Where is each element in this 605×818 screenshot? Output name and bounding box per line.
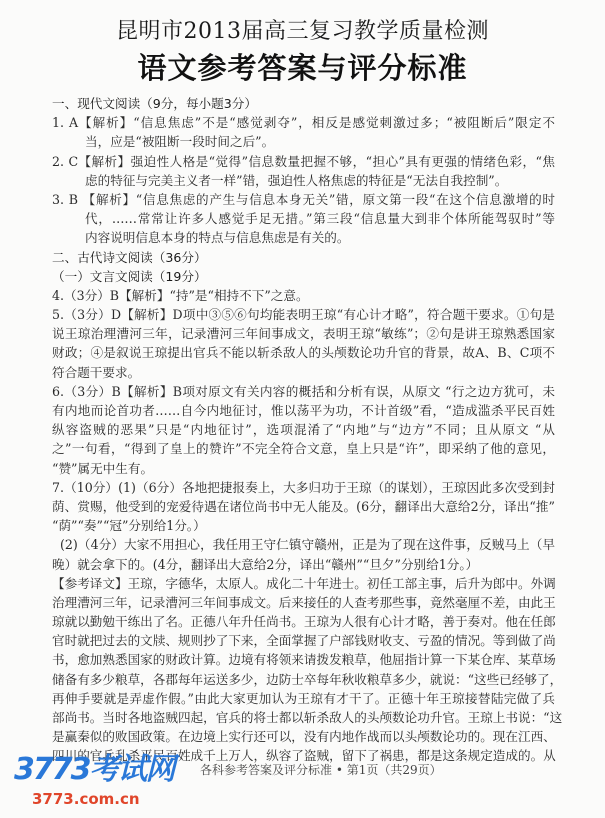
text-line: 【参考译文】王琼，字德华，太原人。成化二十年进士。初任工部主事，后升为郎中。外调	[52, 575, 556, 591]
section-heading: 二、古代诗文阅读（36分）	[52, 249, 207, 265]
text-line: 再伸手要就是弄虚作假。”由此大家更加认为王琼有才干了。正德十年王琼接替陆完做了兵	[52, 690, 555, 706]
text-line: 3. B 【解析】“信息焦虑的产生与信息本身无关”错，原文第一段“在这个信息激增的时	[52, 191, 555, 207]
text-line: 纵容盗贼的恶果”只是“内地征讨”，选项混淆了“内地”与“边方”不同；且从原文 “从	[52, 422, 555, 438]
text-line: 晚）就会拿下的。(4分，翻译出大意给2分，译出“赣州”“旦夕”分别给1分。）	[52, 556, 479, 572]
text-line: 之”一句看，“得到了皇上的赞许”不完全符合文意，皇上只是“许”，即采纳了他的意见，	[52, 441, 555, 457]
text-line: “荫”“奏”“冠”分别给1分。）	[52, 518, 206, 534]
text-line: 有内地而论首功者……自今内地征讨，惟以荡平为功，不计首级”看，“造成滥杀平民百姓	[52, 403, 555, 418]
text-line: 虑的特征与完美主义者一样”错，强迫性人格焦虑的特征是“无法自我控制”。	[85, 172, 508, 188]
answer-body	[52, 94, 563, 766]
text-line: “赞”属无中生有。	[52, 460, 154, 476]
text-line: 说王琼治理漕河三年，记录漕河三年间事成文，表明王琼“敏练”；②句是讲王琼熟悉国家	[52, 326, 555, 342]
text-line: 符合题干要求。	[52, 364, 141, 380]
text-line: 是赢秦似的败国政策。在边境上实行还可以，没有内地作战而以头颅数论功的。现在江西、	[52, 729, 556, 745]
text-line: 储备有多少粮草，各郡每年运送多少，边防士卒每年秋收粮草多少，就说：“这些已经够了，	[52, 671, 563, 687]
text-line: (2)（4分）大家不用担心，我任用王守仁镇守赣州，正是为了现在这件事，反贼马上（早	[60, 537, 555, 553]
watermark-url: 3773.com.cn	[32, 790, 140, 808]
document-subtitle: 语文参考答案与评分标准	[137, 51, 468, 85]
document-title: 昆明市2013届高三复习教学质量检测	[116, 19, 489, 44]
section-heading: （一）文言文阅读（19分）	[52, 268, 207, 284]
text-line: 书，愈加熟悉国家的财政计算。边境有将领来请拨发粮草，他屈指计算一下某仓库、某草场	[52, 652, 556, 668]
text-line: 1. A【解析】“信息焦虑”不是“感觉剥夺”，相反是感觉刺激过多；“被阻断后”限定不	[52, 115, 555, 131]
section-heading: 一、现代文阅读（9分，每小题3分）	[52, 96, 257, 111]
text-line: 当，应是“被阻断一段时间之后”。	[85, 134, 275, 150]
text-line: 琼就以勤勉干练出了名。正德八年升任尚书。王琼为人很有心计才略，善于奏对。他在任郎	[52, 614, 556, 630]
text-line: 财政；④是叙说王琼提出官兵不能以斩杀敌人的头颅数论功升官的背景，故A、B、C项不	[52, 345, 555, 361]
text-line: 6.（3分）B【解析】B项对原文有关内容的概括和分析有误，从原文 “行之边方犹可，未	[52, 383, 555, 399]
text-line: 5.（3分）D【解析】D项中③⑤⑥句均能表明王琼“有心计才略”，符合题干要求。①句是	[52, 307, 555, 323]
text-line: 代，……常常让许多人感觉手足无措。”第三段“信息量大到非个体所能驾驭时”等	[85, 211, 555, 227]
text-line: 官时就把过去的文牍、规则抄了下来，全面掌握了户部钱财收支、亏盈的情况。等到做了尚	[52, 633, 556, 649]
watermark-logo: 3773考试网	[14, 752, 174, 787]
text-line: 7.（10分）(1)（6分）各地把捷报奏上，大多归功于王琼（的谋划），王琼因此多次受到封	[52, 479, 555, 495]
text-line: 荫、赏赐，他受到的宠爱待遇在诸位尚书中无人能及。(6分，翻译出大意给2分，译出“推”	[52, 498, 555, 514]
text-line: 2. C【解析】强迫性人格是“觉得”信息数量把握不够，“担心”具有更强的情绪色彩，“焦	[52, 153, 555, 169]
text-line: 四川的官兵乱杀平民百姓成千上万人，纵容了盗贼，留下了祸患，都是这条规定造成的。从	[52, 748, 556, 764]
page-footer: 各科参考答案及评分标准 • 第1页（共29页）	[200, 763, 442, 777]
text-line: 部尚书。当时各地盗贼四起，官兵的将士都以斩杀敌人的头颅数论功升官。王琼上书说：“这	[52, 710, 563, 725]
text-line: 治理漕河三年，记录漕河三年间事成文。后来接任的人查考那些事，竟然毫厘不差，由此王	[52, 594, 556, 610]
text-line: 4.（3分）B【解析】“持”是“相持不下”之意。	[52, 287, 309, 303]
text-line: 内容说明信息本身的特点与信息焦虑是有关的。	[85, 230, 350, 246]
